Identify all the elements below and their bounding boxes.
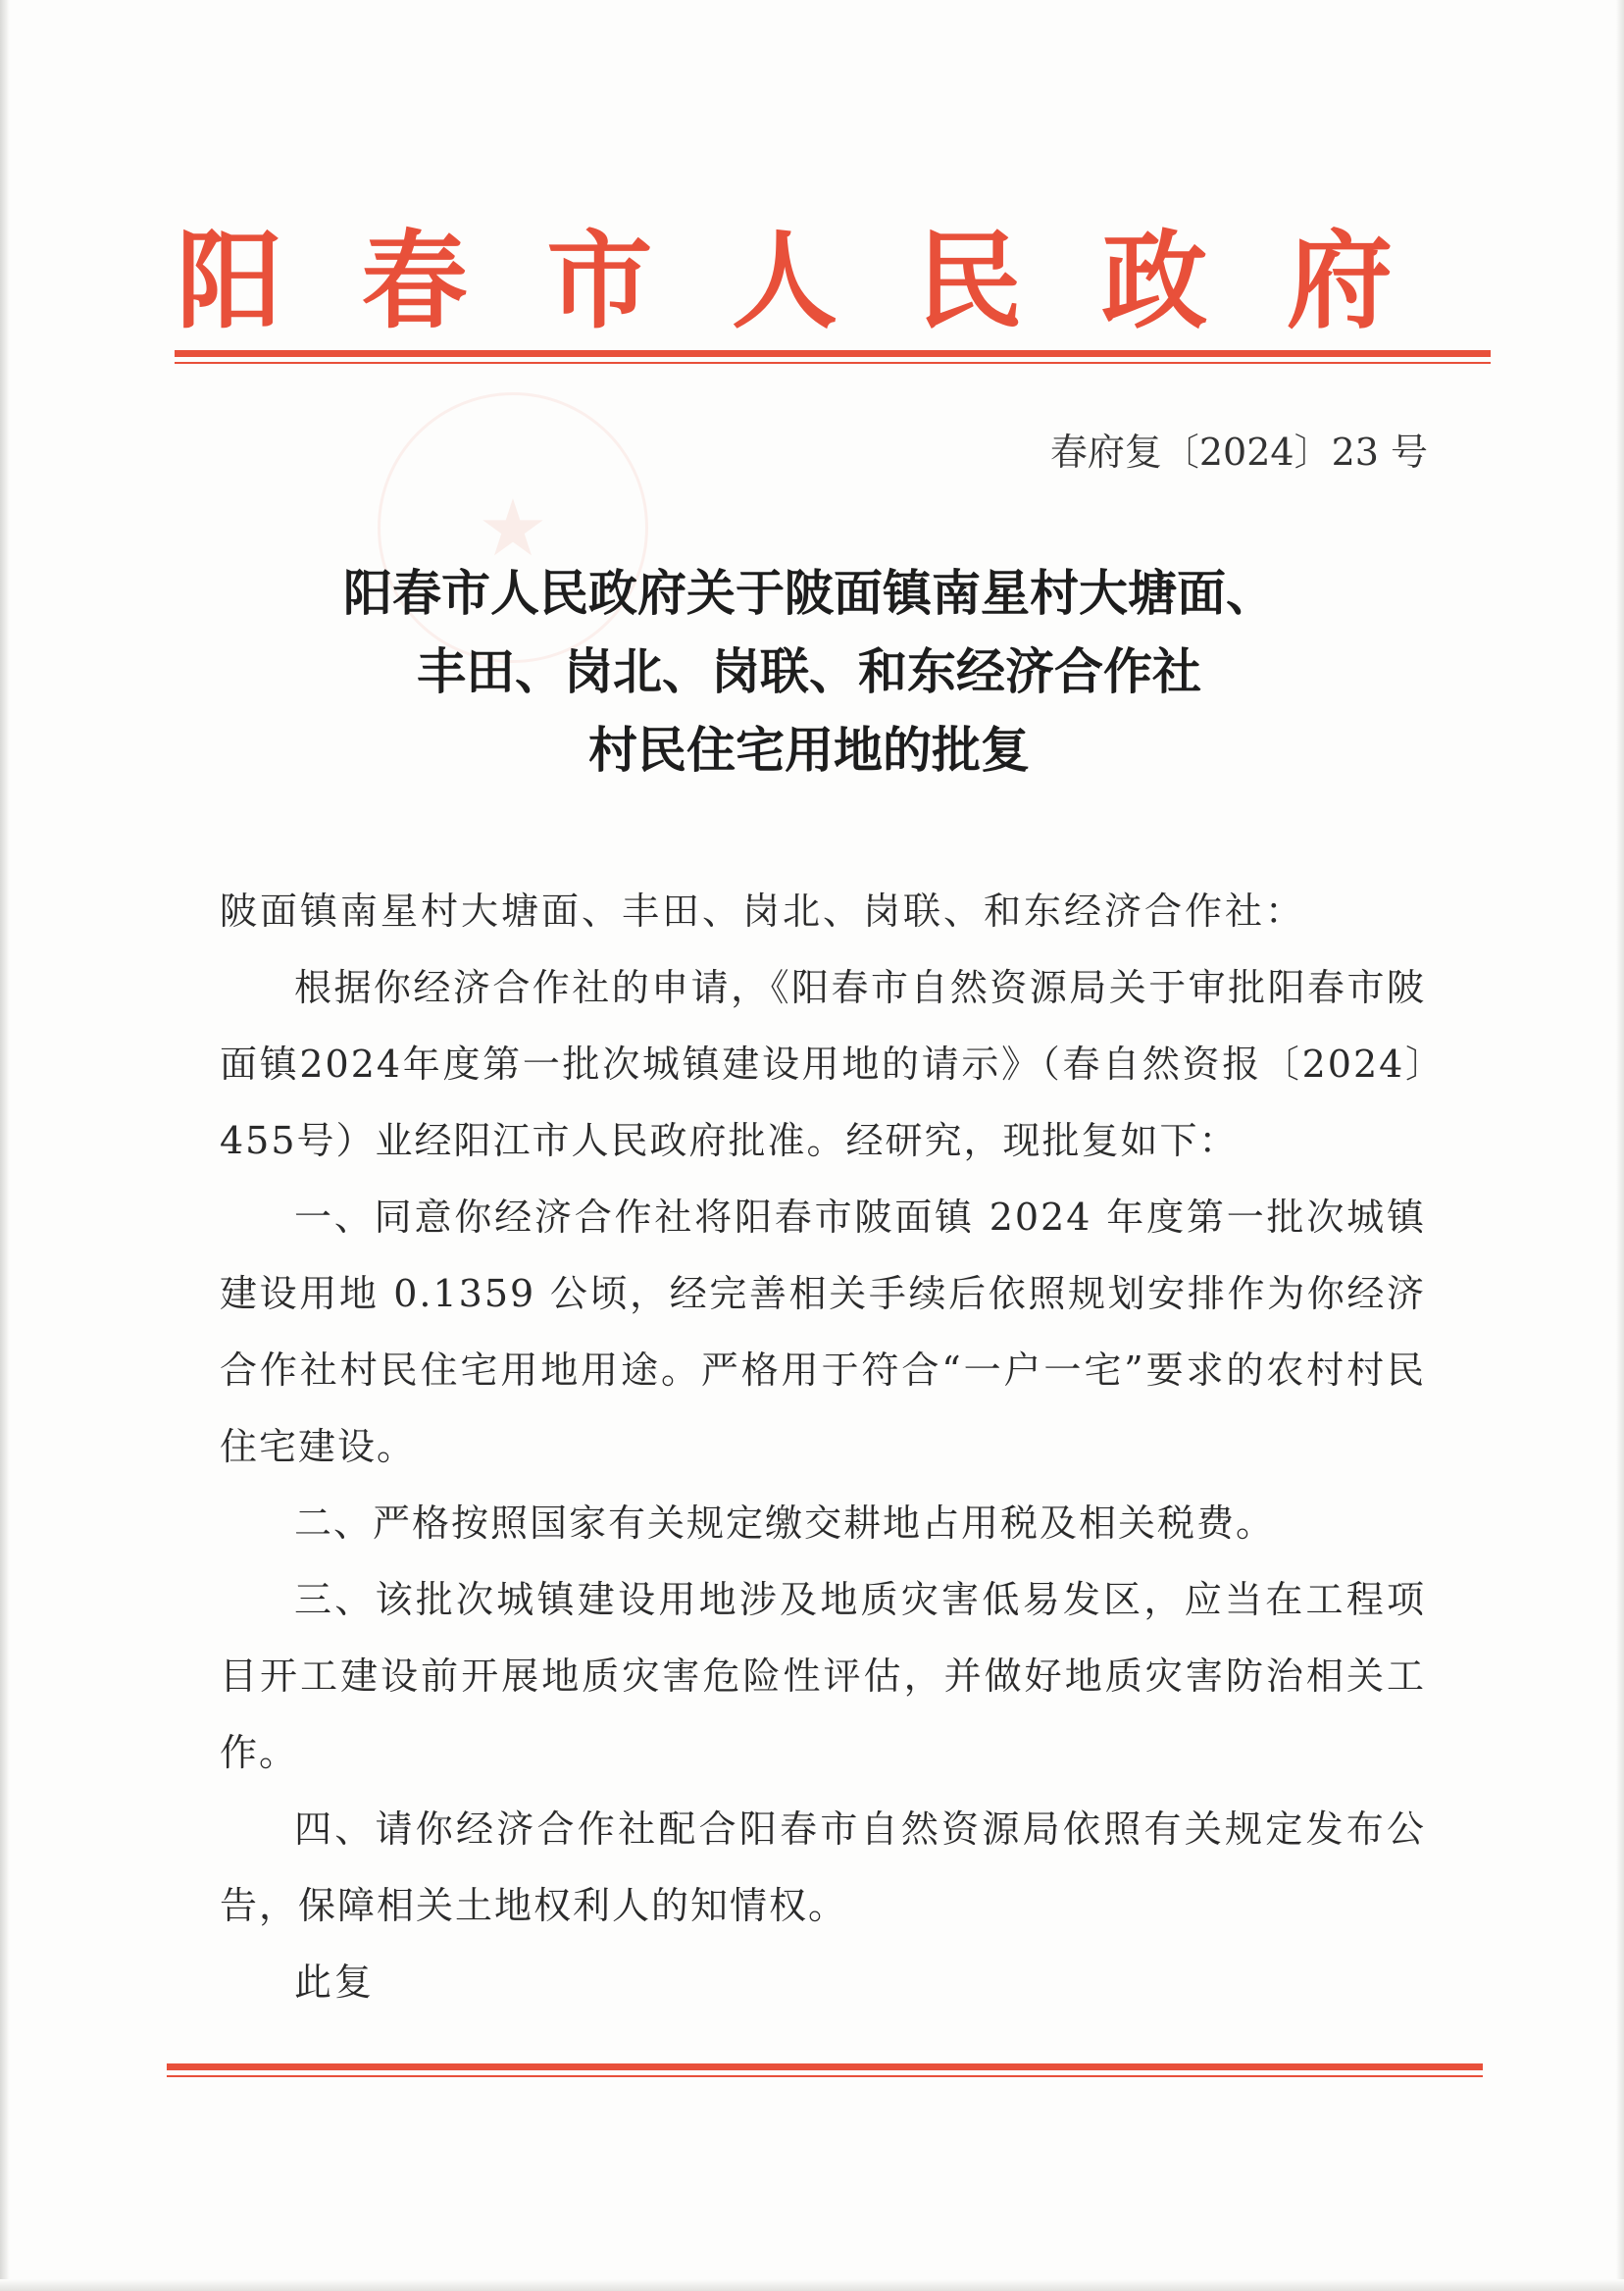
masthead-char: 府 xyxy=(1286,220,1393,343)
masthead-org-name xyxy=(177,218,1393,345)
masthead-char: 春 xyxy=(361,220,468,343)
masthead-char: 人 xyxy=(731,220,837,343)
body-paragraph: 一、同意你经济合作社将阳春市陂面镇 2024 年度第一批次城镇建设用地 0.1359 公顷，经完善相关手续后依照规划安排作为你经济合作社村民住宅用地用途。严格用于符合“一户一宅”要求的农村村民住宅建设。 xyxy=(220,1196,1426,1468)
scan-edge xyxy=(1616,0,1624,2291)
scan-edge xyxy=(0,2279,1624,2291)
masthead-char: 政 xyxy=(1101,220,1208,343)
document-title xyxy=(177,554,1442,789)
title-line: 阳春市人民政府关于陂面镇南星村大塘面、 xyxy=(343,565,1275,622)
scan-edge xyxy=(0,0,10,2291)
header-red-rule-thin xyxy=(175,362,1491,364)
footer-red-rule-thin xyxy=(167,2075,1483,2077)
closing-text: 此复 xyxy=(294,1960,376,2004)
body-paragraph: 二、严格按照国家有关规定缴交耕地占用税及相关税费。 xyxy=(294,1502,1276,1545)
body-paragraph: 四、请你经济合作社配合阳春市自然资源局依照有关规定发布公告，保障相关土地权利人的知情权。 xyxy=(220,1807,1426,1927)
salutation: 陂面镇南星村大塘面、丰田、岗北、岗联、和东经济合作社： xyxy=(220,890,1306,933)
body-paragraph: 根据你经济合作社的申请，《阳春市自然资源局关于审批阳春市陂面镇2024年度第一批次城镇建设用地的请示》（春自然资报〔2024〕455号）业经阳江市人民政府批准。经研究，现批复如下： xyxy=(220,966,1426,1162)
masthead-char: 阳 xyxy=(177,220,283,343)
title-line: 村民住宅用地的批复 xyxy=(588,722,1030,779)
header-red-rule xyxy=(175,350,1491,357)
body-paragraph: 三、该批次城镇建设用地涉及地质灾害低易发区，应当在工程项目开工建设前开展地质灾害危险性评估，并做好地质灾害防治相关工作。 xyxy=(220,1578,1426,1774)
masthead-char: 民 xyxy=(916,220,1023,343)
seal-star-icon: ★ xyxy=(478,482,548,574)
masthead-char: 市 xyxy=(546,220,653,343)
document-body xyxy=(220,873,1426,2020)
footer-red-rule xyxy=(167,2063,1483,2070)
document-number: 春府复〔2024〕23 号 xyxy=(1049,431,1428,474)
title-line: 丰田、岗北、岗联、和东经济合作社 xyxy=(417,643,1201,700)
